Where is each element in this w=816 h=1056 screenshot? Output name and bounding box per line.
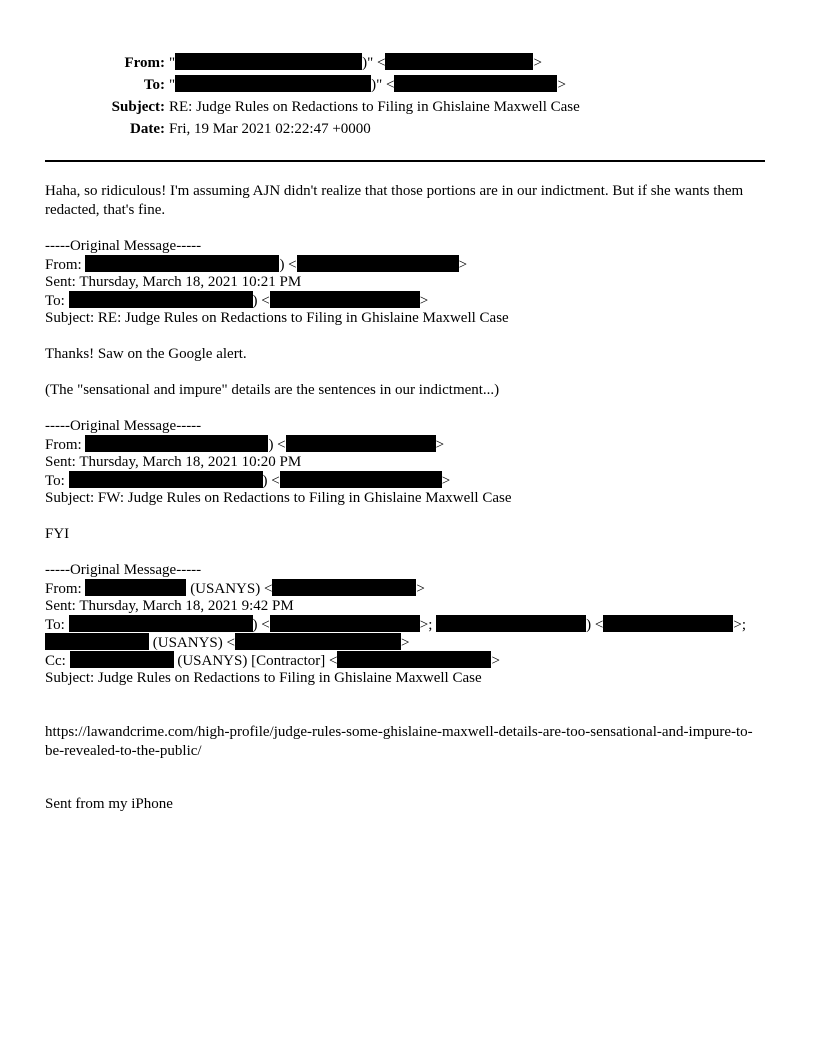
- msg3-subject: Subject: Judge Rules on Redactions to Filing in Ghislaine Maxwell Case: [45, 670, 482, 686]
- redaction-block: [175, 53, 362, 70]
- header-from-label: From:: [124, 55, 165, 71]
- redaction-block: [394, 75, 557, 92]
- header-to-row: [45, 75, 745, 95]
- redaction-block: [175, 75, 371, 92]
- msg3-to-cont: (USANYS) < >: [45, 633, 409, 652]
- redaction-block: [280, 471, 442, 488]
- msg2-text1: FYI: [45, 526, 70, 542]
- msg3-to-org: (USANYS): [152, 635, 223, 651]
- msg2-subject: Subject: FW: Judge Rules on Redactions to Filing in Ghislaine Maxwell Case: [45, 490, 512, 506]
- redaction-block: [69, 615, 253, 632]
- header-subject-row: [45, 97, 765, 117]
- redaction-block: [85, 255, 279, 272]
- header-divider: [45, 160, 765, 162]
- header-date-value: Fri, 19 Mar 2021 02:22:47 +0000: [169, 121, 371, 137]
- msg1-from-label: From:: [45, 257, 82, 273]
- msg1-from: From: ) < >: [45, 257, 468, 273]
- redaction-block: [286, 435, 436, 452]
- msg3-cc-label: Cc:: [45, 653, 66, 669]
- msg1-divider: -----Original Message-----: [45, 238, 202, 254]
- redaction-block: [45, 633, 149, 650]
- msg3-cc-org: (USANYS) [Contractor]: [177, 653, 326, 669]
- redaction-block: [337, 651, 491, 668]
- header-to-value: " )" < >: [169, 77, 566, 93]
- msg2-to: To: ) < >: [45, 473, 451, 489]
- header-subject-value: RE: Judge Rules on Redactions to Filing in Ghislaine Maxwell Case: [169, 99, 580, 115]
- msg3-cc: Cc: (USANYS) [Contractor] < >: [45, 653, 500, 669]
- header-date-label: Date:: [130, 121, 165, 137]
- msg3-from-org: (USANYS): [190, 581, 261, 597]
- msg1-sent: Sent: Thursday, March 18, 2021 10:21 PM: [45, 274, 302, 290]
- signature: Sent from my iPhone: [45, 796, 173, 812]
- redaction-block: [70, 651, 174, 668]
- redaction-block: [436, 615, 586, 632]
- msg2-from: From: ) < >: [45, 437, 445, 453]
- msg1-to: To: ) < >: [45, 293, 429, 309]
- header-subject-label: Subject:: [111, 99, 165, 115]
- msg3-divider: -----Original Message-----: [45, 562, 202, 578]
- redaction-block: [272, 579, 416, 596]
- msg3-to-label: To:: [45, 617, 65, 633]
- msg2-divider: -----Original Message-----: [45, 418, 202, 434]
- msg2-to-label: To:: [45, 473, 65, 489]
- redaction-block: [235, 633, 401, 650]
- reply-text: Haha, so ridiculous! I'm assuming AJN didn't realize that those portions are in our indictment. But if she wants them redacted, that's fine.: [45, 183, 744, 218]
- msg1-text1: Thanks! Saw on the Google alert.: [45, 346, 247, 362]
- msg3-from-label: From:: [45, 581, 82, 597]
- msg3-from: From: (USANYS) < >: [45, 581, 425, 597]
- redaction-block: [85, 579, 186, 596]
- msg3-to: To: ) < >; ) < >;: [45, 617, 747, 633]
- msg2-from-label: From:: [45, 437, 82, 453]
- redaction-block: [297, 255, 459, 272]
- msg1-text2: (The "sensational and impure" details are the sentences in our indictment...): [45, 382, 500, 398]
- msg1-subject: Subject: RE: Judge Rules on Redactions to Filing in Ghislaine Maxwell Case: [45, 310, 509, 326]
- article-link[interactable]: https://lawandcrime.com/high-profile/judge-rules-some-ghislaine-maxwell-details-are-too-sensational-and-impure-to-be-revealed-to-the-public/: [45, 724, 753, 759]
- msg3-sent: Sent: Thursday, March 18, 2021 9:42 PM: [45, 598, 294, 614]
- redaction-block: [603, 615, 733, 632]
- msg2-sent: Sent: Thursday, March 18, 2021 10:20 PM: [45, 454, 302, 470]
- header-to-label: To:: [143, 77, 165, 93]
- redaction-block: [69, 471, 263, 488]
- redaction-block: [270, 291, 420, 308]
- redaction-block: [85, 435, 268, 452]
- redaction-block: [69, 291, 253, 308]
- header-from-row: [45, 53, 745, 73]
- msg1-to-label: To:: [45, 293, 65, 309]
- redaction-block: [385, 53, 533, 70]
- header-date-row: [45, 119, 765, 139]
- header-from-value: " )" < >: [169, 55, 542, 71]
- redaction-block: [270, 615, 420, 632]
